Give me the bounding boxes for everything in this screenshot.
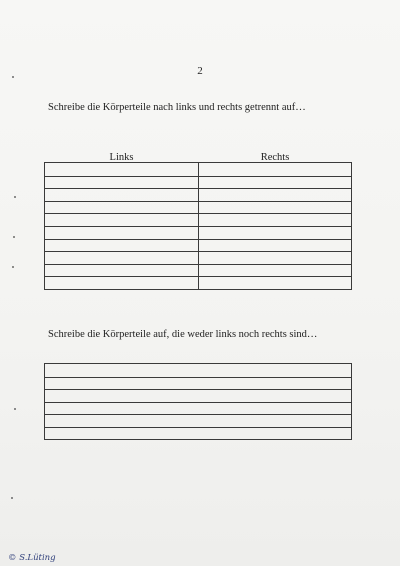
table-row-line: [45, 226, 351, 227]
punch-dot: [12, 266, 14, 268]
table-row-line: [45, 188, 351, 189]
punch-dot: [14, 408, 16, 410]
column-header-rechts: Rechts: [260, 152, 290, 163]
punch-dot: [14, 196, 16, 198]
table-row-line: [45, 176, 351, 177]
punch-dot: [12, 76, 14, 78]
neither-side-table: [44, 363, 352, 440]
punch-dot: [13, 236, 15, 238]
column-header-links: Links: [109, 152, 134, 163]
instruction-left-right: Schreibe die Körperteile nach links und rechts getrennt auf…: [48, 102, 306, 113]
left-right-table: [44, 162, 352, 290]
table-row-line: [45, 389, 351, 390]
author-signature: © S.Lüting: [8, 553, 56, 563]
page-number: 2: [197, 65, 203, 77]
punch-dot: [11, 497, 13, 499]
table-row-line: [45, 414, 351, 415]
table-row-line: [45, 201, 351, 202]
table-row-line: [45, 239, 351, 240]
table-row-line: [45, 427, 351, 428]
table-row-line: [45, 264, 351, 265]
table-row-line: [45, 251, 351, 252]
table-row-line: [45, 402, 351, 403]
table-row-line: [45, 377, 351, 378]
table-row-line: [45, 276, 351, 277]
table-row-line: [45, 213, 351, 214]
instruction-neither-side: Schreibe die Körperteile auf, die weder links noch rechts sind…: [48, 329, 318, 340]
